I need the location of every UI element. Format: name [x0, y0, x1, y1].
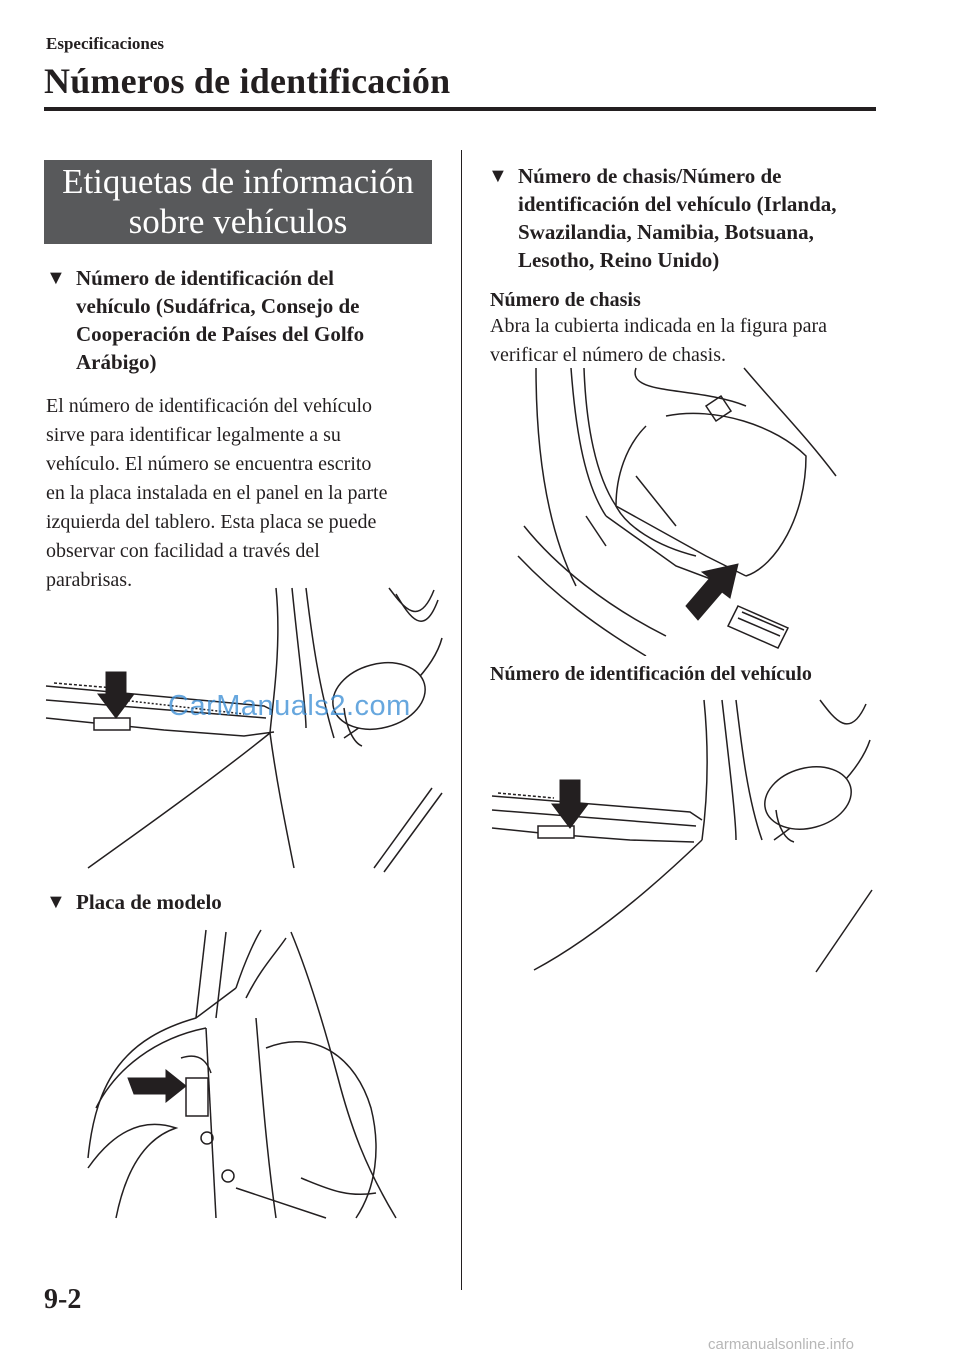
paragraph-line: sirve para identificar legalmente a su — [46, 424, 341, 446]
heading-line: Arábigo) — [76, 350, 157, 374]
section-banner — [44, 160, 432, 244]
paragraph-line: observar con facilidad a través del — [46, 540, 320, 562]
page-number: 9-2 — [44, 1284, 82, 1315]
triangle-marker-icon: ▼ — [46, 891, 66, 913]
vin-plate-right-illustration — [490, 690, 890, 980]
heading-line: Placa de modelo — [76, 890, 222, 914]
paragraph-line: verificar el número de chasis. — [490, 344, 727, 366]
paragraph-line: parabrisas. — [46, 569, 133, 591]
heading-line: Lesotho, Reino Unido) — [518, 248, 720, 272]
heading-line: Número de chasis/Número de — [518, 164, 782, 188]
paragraph-line: vehículo. El número se encuentra escrito — [46, 453, 372, 475]
banner-line-2: sobre vehículos — [128, 202, 348, 241]
chassis-description — [490, 312, 900, 370]
heading-line: Cooperación de Países del Golfo — [76, 322, 365, 346]
column-divider — [461, 150, 462, 1290]
model-plate-illustration — [86, 928, 426, 1220]
paragraph-line: El número de identificación del vehículo — [46, 395, 372, 417]
paragraph-line: en la placa instalada en el panel en la parte — [46, 482, 388, 504]
triangle-marker-icon: ▼ — [46, 267, 66, 289]
vin-heading-gcc — [46, 264, 446, 376]
chapter-title: Números de identificación — [44, 61, 451, 101]
vin-label: Número de identificación del vehículo — [490, 663, 812, 685]
title-rule — [44, 107, 876, 111]
model-plate-heading — [46, 888, 446, 916]
triangle-marker-icon: ▼ — [488, 165, 508, 187]
heading-line: Swazilandia, Namibia, Botsuana, — [518, 220, 814, 244]
footer-url-watermark: carmanualsonline.info — [708, 1336, 854, 1353]
heading-line: vehículo (Sudáfrica, Consejo de — [76, 294, 360, 318]
heading-line: Número de identificación del — [76, 266, 335, 290]
vin-plate-dashboard-illustration — [44, 578, 444, 878]
paragraph-line: Abra la cubierta indicada en la figura para — [490, 315, 828, 337]
section-kicker: Especificaciones — [46, 34, 165, 53]
vin-description — [46, 392, 456, 595]
banner-line-1: Etiquetas de información — [62, 162, 414, 201]
chassis-label: Número de chasis — [490, 289, 641, 311]
paragraph-line: izquierda del tablero. Esta placa se puede — [46, 511, 377, 533]
heading-line: identificación del vehículo (Irlanda, — [518, 192, 837, 216]
watermark-logo: CarManuals2.com — [168, 690, 411, 722]
chassis-heading-uk — [488, 162, 908, 274]
chassis-number-illustration — [516, 366, 846, 656]
